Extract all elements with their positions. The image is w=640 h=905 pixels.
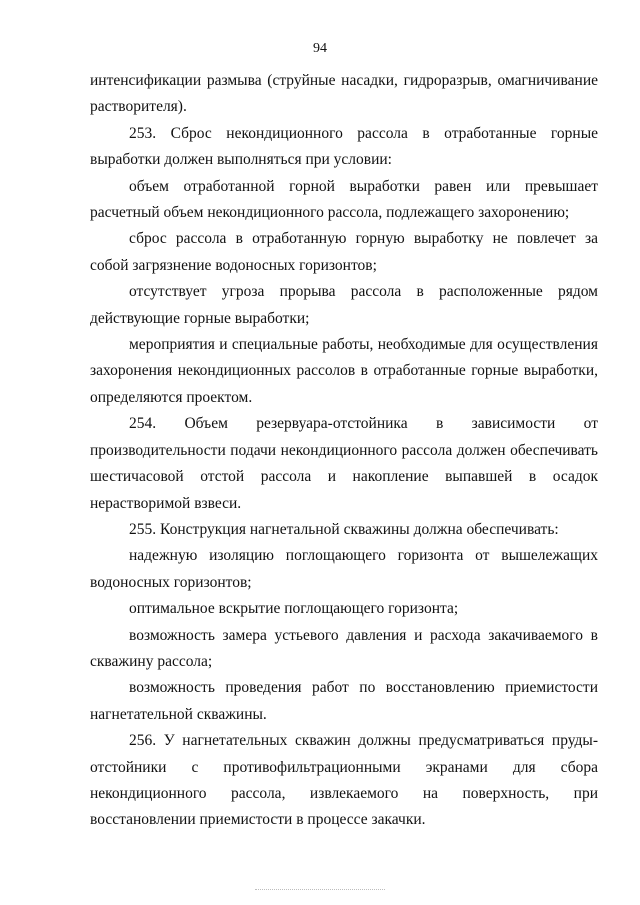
condition-item: сброс рассола в отработанную горную выработку не повлечет за собой загрязнение водоносных горизонтов; xyxy=(90,230,598,274)
paragraph-253: 253. Сброс некондиционного рассола в отработанные горные выработки должен выполняться при условии: xyxy=(90,124,598,169)
document-body xyxy=(90,68,598,834)
paragraph-continuation: интенсификации размыва (струйные насадки, гидроразрыв, омагничивание растворителя). xyxy=(90,72,598,116)
paragraph-254: 254. Объем резервуара-отстойника в зависимости от производительности подачи некондиционного рассола должен обеспечивать шестичасовой отстой рассола и накопление выпавшей в осадок нерастворимой взвеси. xyxy=(90,415,598,512)
requirement-item: оптимальное вскрытие поглощающего горизонта; xyxy=(129,600,459,618)
paragraph-255: 255. Конструкция нагнетальной скважины должна обеспечивать: xyxy=(129,520,559,538)
condition-item: отсутствует угроза прорыва рассола в расположенные рядом действующие горные выработки; xyxy=(90,283,598,327)
page-number: 94 xyxy=(313,41,327,56)
requirement-item: возможность проведения работ по восстановлению приемистости нагнетательной скважины. xyxy=(90,679,598,723)
condition-item: мероприятия и специальные работы, необходимые для осуществления захоронения некондиционных рассолов в отработанные горные выработки, определяются проектом. xyxy=(90,336,598,406)
condition-item: объем отработанной горной выработки равен или превышает расчетный объем некондиционного рассола, подлежащего захоронению; xyxy=(90,177,598,222)
paragraph-256: 256. У нагнетательных скважин должны предусматриваться пруды-отстойники с противофильтрационными экранами для сбора некондиционного рассола, извлекаемого на поверхность, при восстановлении приемистости в процессе закачки. xyxy=(90,732,598,829)
requirement-item: возможность замера устьевого давления и расхода закачиваемого в скважину рассола; xyxy=(90,626,598,670)
scan-artifact-line xyxy=(255,889,385,891)
requirement-item: надежную изоляцию поглощающего горизонта от вышележащих водоносных горизонтов; xyxy=(90,547,598,591)
